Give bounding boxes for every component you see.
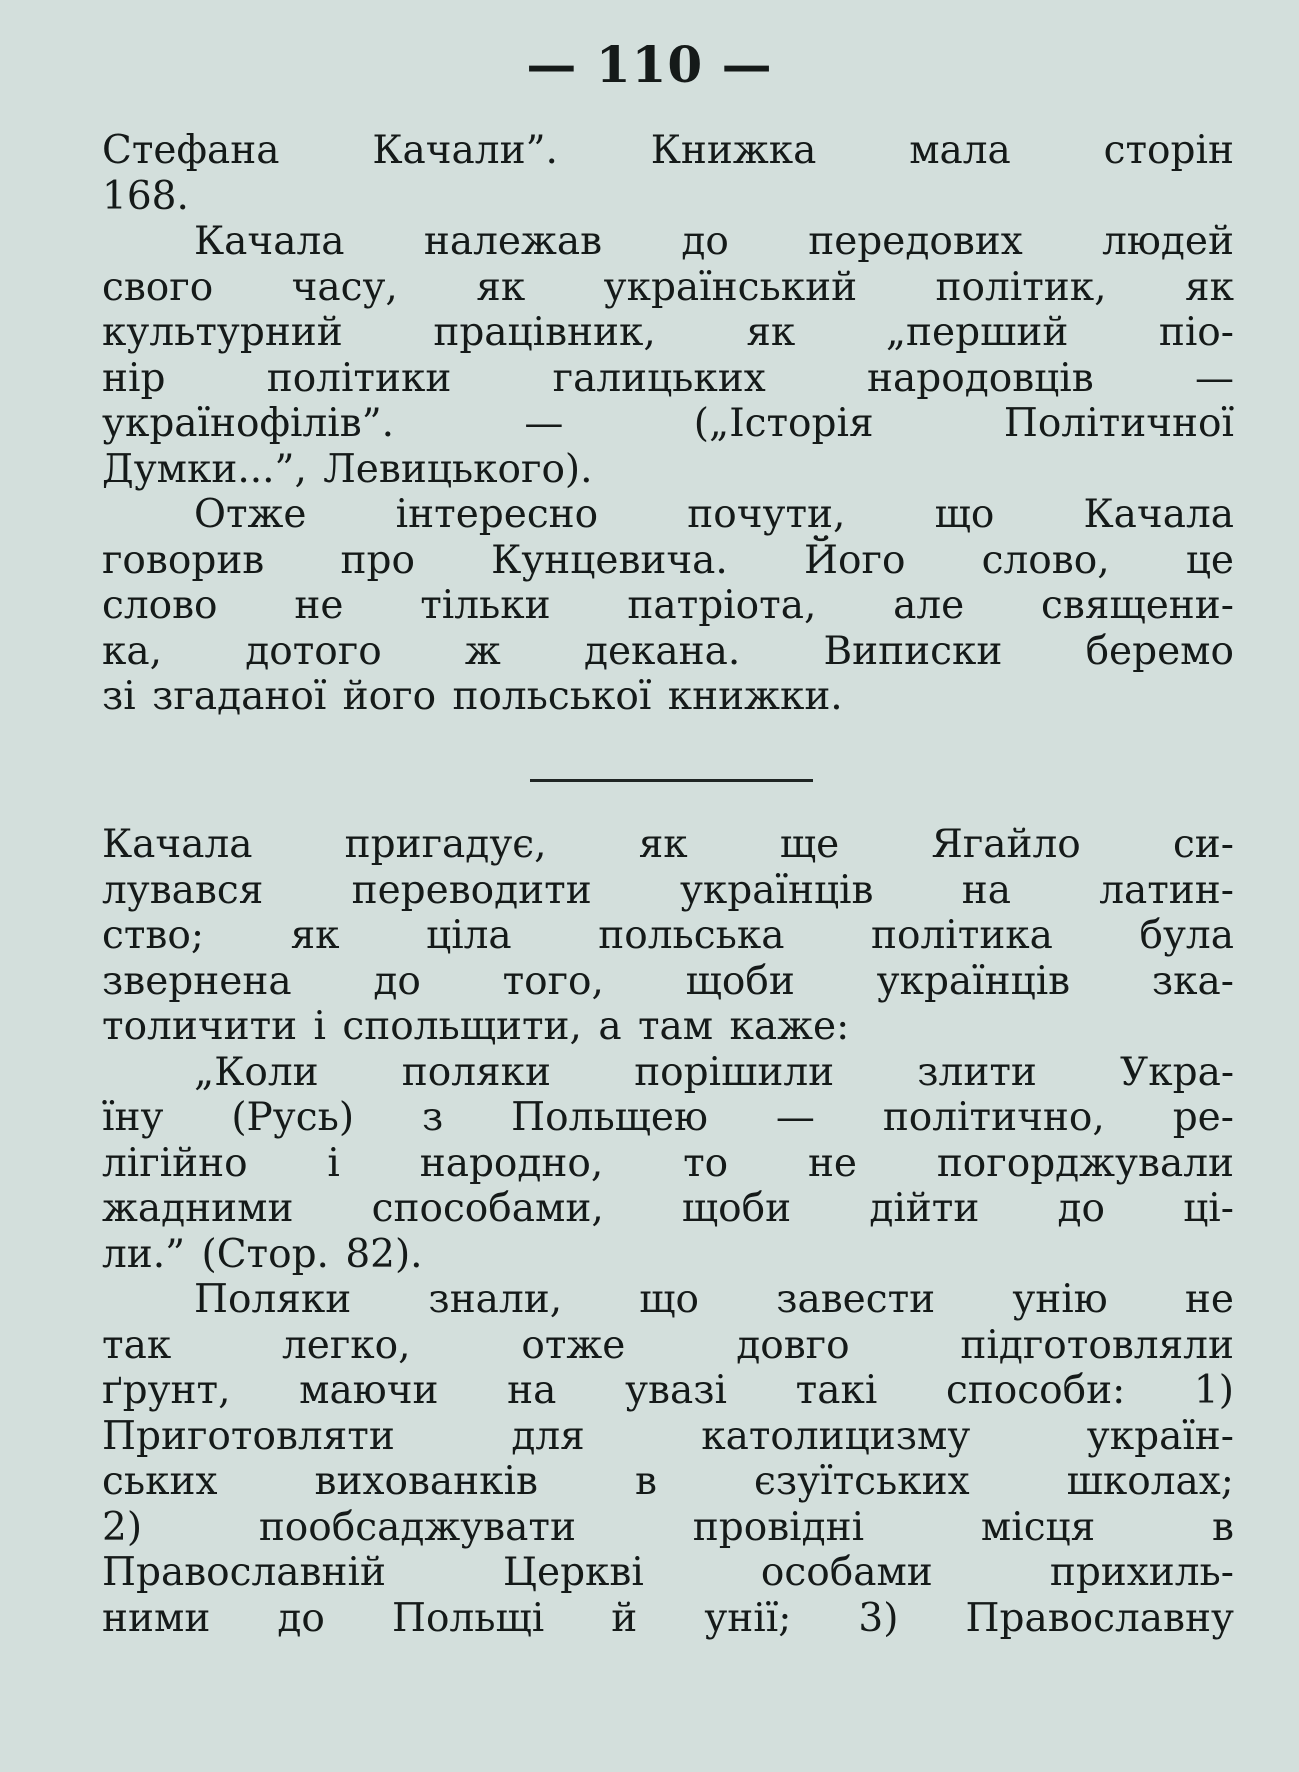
text-line: свого часу, як український політик, як [102, 264, 1234, 310]
text-line: культурний працівник, як „перший піо- [102, 310, 1234, 355]
text-line: толичити і спольщити, а там каже: [102, 1004, 850, 1049]
text-line: ство; як ціла польська політика була [102, 913, 1234, 958]
text-line: зі згаданої його польської книжки. [102, 674, 843, 719]
text-line: лігійно і народно, то не погорджували [102, 1140, 1234, 1186]
text-line: слово не тільки патріота, але священи- [102, 583, 1234, 628]
text-line: Православній Церкві особами прихиль- [102, 1550, 1234, 1595]
text-line: жадними способами, щоби дійти до ці- [102, 1186, 1234, 1231]
text-line: 2) пообсаджувати провідні місця в [102, 1504, 1234, 1550]
text-line: Думки...”, Левицького). [102, 446, 593, 492]
text-line: нір політики галицьких народовців — [102, 355, 1234, 401]
text-line: українофілів”. — („Історія Політичної [102, 401, 1234, 446]
text-block-1 [102, 128, 1234, 720]
section-separator [530, 779, 813, 782]
text-line: ка, дотого ж декана. Виписки беремо [102, 628, 1234, 674]
text-line: звернена до того, щоби українців зка- [102, 958, 1234, 1004]
text-block-2 [102, 822, 1234, 1641]
text-line: так легко, отже довго підготовляли [102, 1322, 1234, 1368]
text-line: Качала належав до передових людей [194, 219, 1234, 264]
text-line: Приготовляти для католицизму україн- [102, 1413, 1234, 1459]
text-line: ли.” (Стор. 82). [102, 1231, 423, 1277]
text-line: говорив про Кунцевича. Його слово, це [102, 537, 1234, 583]
text-line: Качала пригадує, як ще Ягайло си- [102, 822, 1234, 867]
page-number: — 110 — [526, 35, 773, 94]
text-line: їну (Русь) з Польщею — політично, ре- [102, 1095, 1234, 1140]
text-line: Стефана Качали”. Книжка мала сторін [102, 128, 1234, 173]
text-line: „Коли поляки порішили злити Укра- [194, 1049, 1234, 1095]
text-line: ських вихованків в єзуїтських школах; [102, 1459, 1234, 1504]
text-line: 168. [102, 173, 189, 219]
text-line: лувався переводити українців на латин- [102, 867, 1234, 913]
text-line: ними до Польщі й унії; 3) Православну [102, 1595, 1234, 1641]
text-line: Отже інтересно почути, що Качала [194, 492, 1234, 537]
text-line: ґрунт, маючи на увазі такі способи: 1) [102, 1368, 1234, 1413]
text-line: Поляки знали, що завести унію не [194, 1277, 1234, 1322]
